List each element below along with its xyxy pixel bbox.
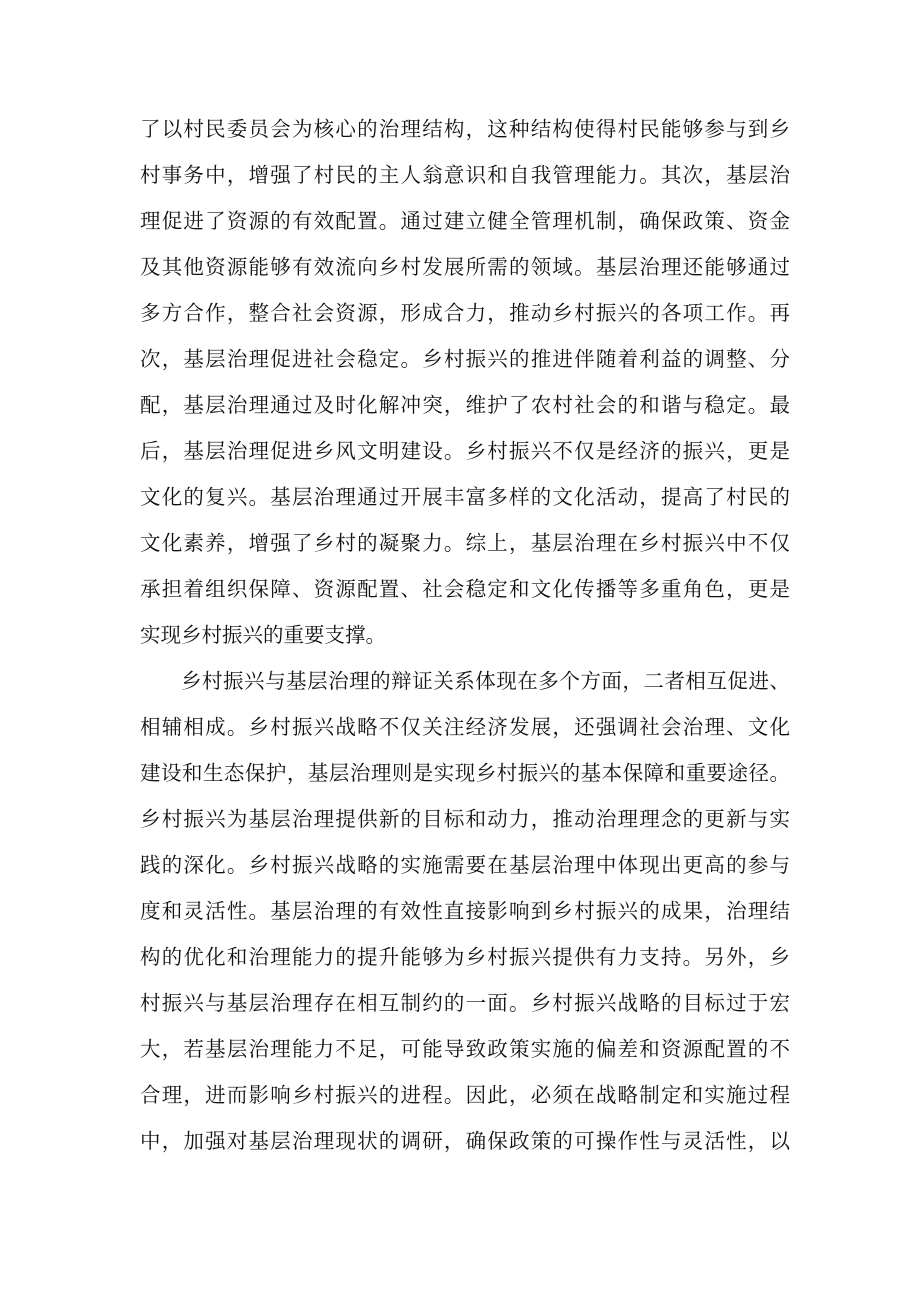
text-line: 多方合作，整合社会资源，形成合力，推动乡村振兴的各项工作。再	[140, 301, 790, 325]
text-line: 次，基层治理促进社会稳定。乡村振兴的推进伴随着利益的调整、分	[140, 347, 790, 371]
text-line: 及其他资源能够有效流向乡村发展所需的领域。基层治理还能够通过	[140, 255, 790, 279]
paragraph-2	[140, 658, 790, 1164]
text-line: 乡村振兴为基层治理提供新的目标和动力，推动治理理念的更新与实	[140, 807, 790, 831]
text-line: 理促进了资源的有效配置。通过建立健全管理机制，确保政策、资金	[140, 209, 790, 233]
text-line: 乡村振兴与基层治理的辩证关系体现在多个方面，二者相互促进、	[181, 669, 790, 693]
text-line: 度和灵活性。基层治理的有效性直接影响到乡村振兴的成果，治理结	[140, 899, 790, 923]
text-line: 构的优化和治理能力的提升能够为乡村振兴提供有力支持。另外，乡	[140, 945, 790, 969]
text-line: 相辅相成。乡村振兴战略不仅关注经济发展，还强调社会治理、文化	[140, 715, 790, 739]
text-line: 后，基层治理促进乡风文明建设。乡村振兴不仅是经济的振兴，更是	[140, 439, 790, 463]
paragraph-1	[140, 106, 790, 658]
text-line: 承担着组织保障、资源配置、社会稳定和文化传播等多重角色，更是	[140, 577, 790, 601]
text-line: 大，若基层治理能力不足，可能导致政策实施的偏差和资源配置的不	[140, 1037, 790, 1061]
text-line: 村事务中，增强了村民的主人翁意识和自我管理能力。其次，基层治	[140, 163, 790, 187]
text-line: 践的深化。乡村振兴战略的实施需要在基层治理中体现出更高的参与	[140, 853, 790, 877]
text-line: 了以村民委员会为核心的治理结构，这种结构使得村民能够参与到乡	[140, 117, 790, 141]
text-line: 中，加强对基层治理现状的调研，确保政策的可操作性与灵活性，以	[140, 1129, 790, 1153]
text-line: 村振兴与基层治理存在相互制约的一面。乡村振兴战略的目标过于宏	[140, 991, 790, 1015]
text-line: 合理，进而影响乡村振兴的进程。因此，必须在战略制定和实施过程	[140, 1083, 790, 1107]
text-line: 文化素养，增强了乡村的凝聚力。综上，基层治理在乡村振兴中不仅	[140, 531, 790, 555]
body-text	[140, 106, 790, 1164]
text-line: 文化的复兴。基层治理通过开展丰富多样的文化活动，提高了村民的	[140, 485, 790, 509]
text-line: 配，基层治理通过及时化解冲突，维护了农村社会的和谐与稳定。最	[140, 393, 790, 417]
text-line: 实现乡村振兴的重要支撑。	[140, 623, 386, 647]
text-line: 建设和生态保护，基层治理则是实现乡村振兴的基本保障和重要途径。	[140, 761, 790, 785]
